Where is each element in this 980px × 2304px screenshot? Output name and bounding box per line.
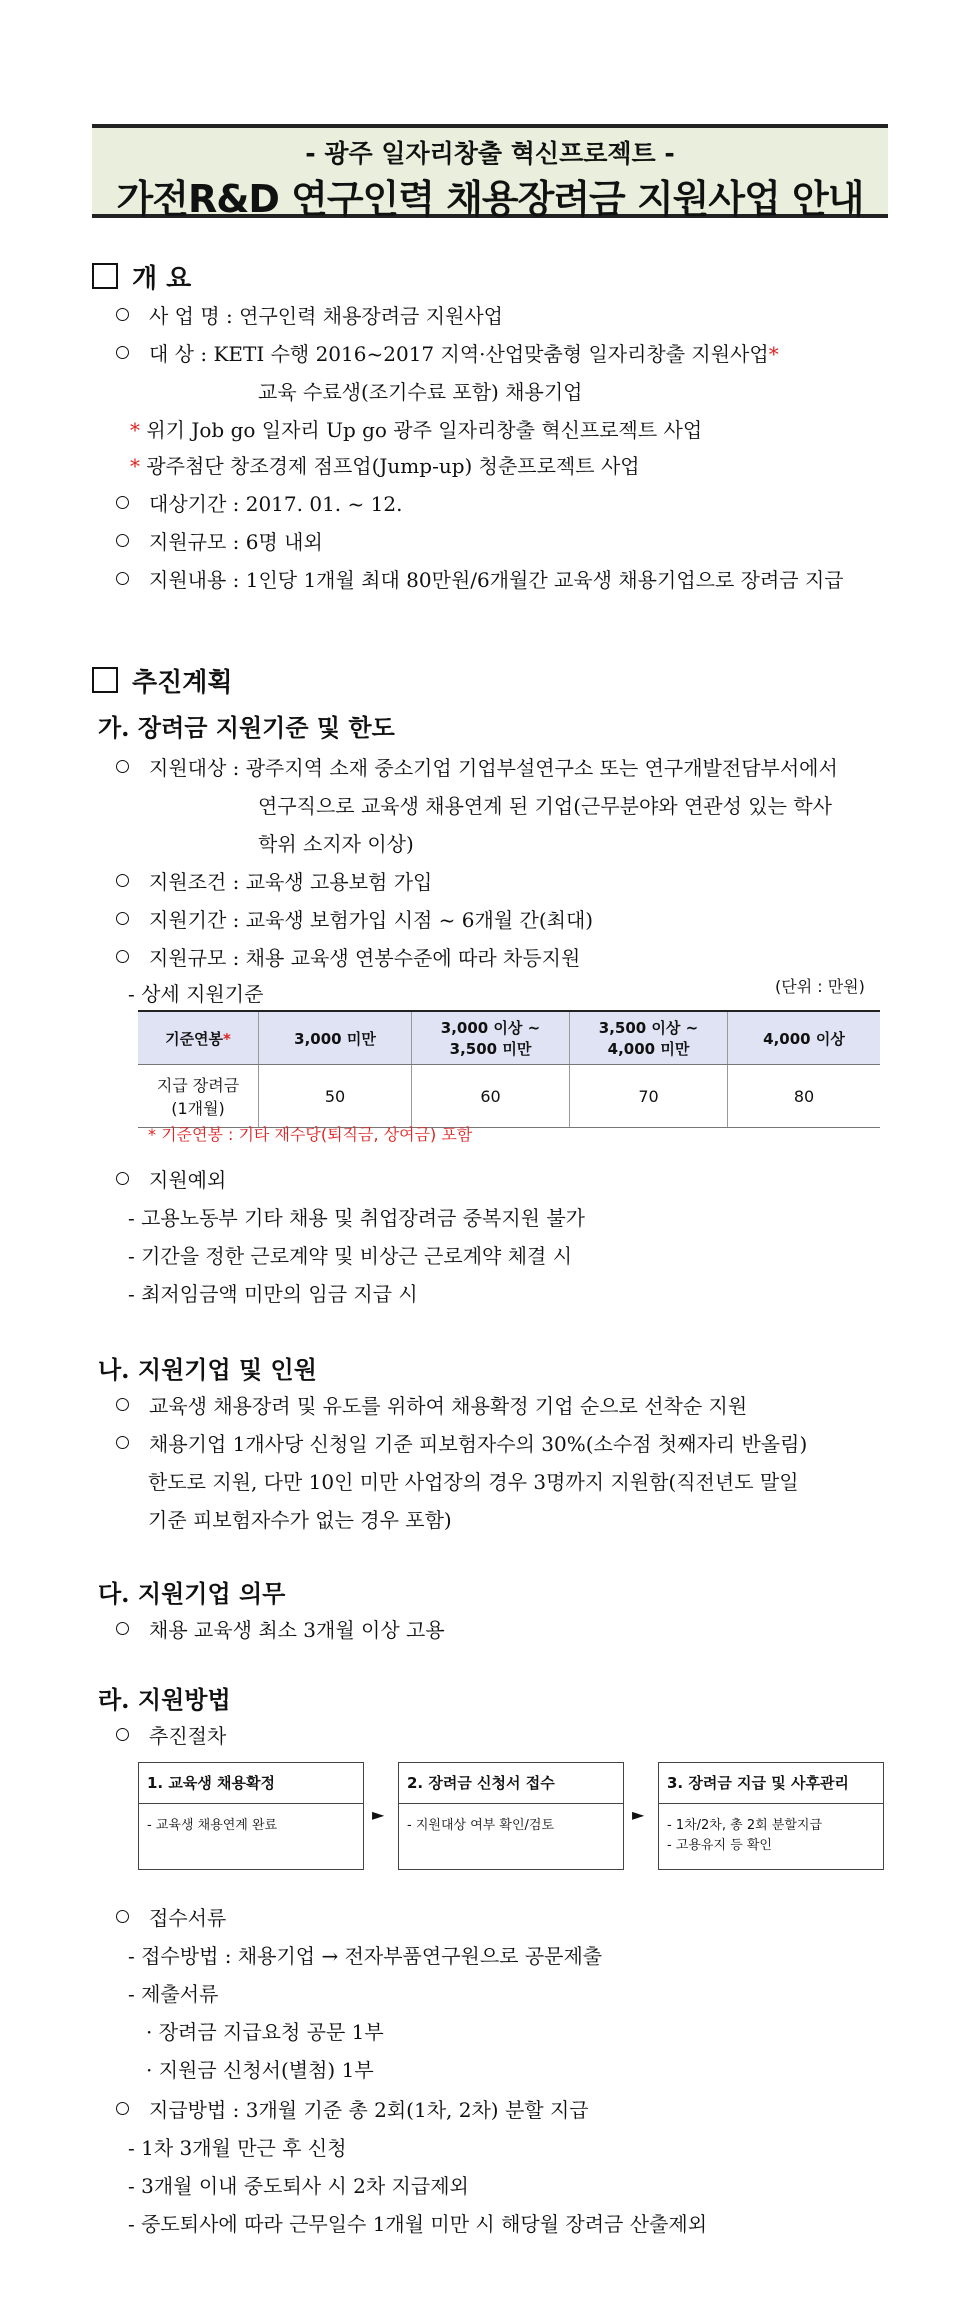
circle-bullet-icon <box>116 1398 129 1411</box>
circle-bullet-icon <box>116 496 129 509</box>
table-header-cell: 3,000 이상 ~ 3,500 미만 <box>412 1011 570 1065</box>
table-header-cell: 기준연봉* <box>138 1011 259 1065</box>
overview-target-cont: 교육 수료생(조기수료 포함) 채용기업 <box>258 380 583 404</box>
subsection-na-heading: 나. 지원기업 및 인원 <box>98 1355 317 1384</box>
checkbox-square-icon <box>92 667 118 693</box>
na-line: 채용기업 1개사당 신청일 기준 피보험자수의 30%(소수점 첫째자리 반올림) <box>116 1430 807 1458</box>
ga-target: 지원대상 : 광주지역 소재 중소기업 기업부설연구소 또는 연구개발전담부서에서 <box>116 754 838 782</box>
checkbox-square-icon <box>92 263 118 289</box>
da-line: 채용 교육생 최소 3개월 이상 고용 <box>116 1616 445 1644</box>
ra-docs-item: - 접수방법 : 채용기업 → 전자부품연구원으로 공문제출 <box>128 1944 603 1968</box>
table-cell: 50 <box>259 1065 412 1128</box>
ra-pay-item: - 3개월 이내 중도퇴사 시 2차 지급제외 <box>128 2174 469 2198</box>
ga-exception-item: - 최저임금액 미만의 임금 지급 시 <box>128 1282 418 1306</box>
ra-procedure: 추진절차 <box>116 1722 226 1750</box>
table-header-cell: 3,500 이상 ~ 4,000 미만 <box>570 1011 728 1065</box>
ra-pay: 지급방법 : 3개월 기준 총 2회(1차, 2차) 분할 지급 <box>116 2096 589 2124</box>
procedure-step-2 <box>398 1762 624 1870</box>
subsection-da-heading: 다. 지원기업 의무 <box>98 1579 286 1608</box>
ga-period: 지원기간 : 교육생 보험가입 시점 ~ 6개월 간(최대) <box>116 906 593 934</box>
subsection-ra-heading: 라. 지원방법 <box>98 1685 231 1714</box>
ga-target-cont-2: 학위 소지자 이상) <box>258 832 414 856</box>
step-title: 2. 장려금 신청서 접수 <box>399 1763 623 1804</box>
step-desc: - 1차/2차, 총 2회 분할지급 - 고용유지 등 확인 <box>667 1818 823 1853</box>
table-cell: 80 <box>728 1065 881 1128</box>
title-subtitle: - 광주 일자리창출 혁신프로젝트 - <box>305 139 675 168</box>
ra-docs-item: · 지원금 신청서(별첨) 1부 <box>146 2058 374 2082</box>
section-plan-heading: 추진계획 <box>92 662 232 699</box>
overview-footnote-1: * 위기 Job go 일자리 Up go 광주 일자리창출 혁신프로젝트 사업 <box>130 418 703 442</box>
ga-exception-item: - 기간을 정한 근로계약 및 비상근 근로계약 체결 시 <box>128 1244 573 1268</box>
table-cell: 지급 장려금 (1개월) <box>138 1065 259 1128</box>
ra-docs-item: · 장려금 지급요청 공문 1부 <box>146 2020 384 2044</box>
arrow-right-icon: ► <box>372 1805 385 1824</box>
circle-bullet-icon <box>116 1622 129 1635</box>
circle-bullet-icon <box>116 760 129 773</box>
circle-bullet-icon <box>116 1436 129 1449</box>
overview-content: 지원내용 : 1인당 1개월 최대 80만원/6개월간 교육생 채용기업으로 장려금 지급 <box>116 566 844 594</box>
ga-exceptions: 지원예외 <box>116 1166 226 1194</box>
page-title: 가전R&D 연구인력 채용장려금 지원사업 안내 <box>116 177 864 221</box>
table-header-row <box>138 1011 880 1065</box>
table-unit-label: (단위 : 만원) <box>775 977 865 996</box>
circle-bullet-icon <box>116 912 129 925</box>
table-header-cell: 3,000 미만 <box>259 1011 412 1065</box>
ga-target-cont-1: 연구직으로 교육생 채용연계 된 기업(근무분야와 연관성 있는 학사 <box>258 794 832 818</box>
ra-docs: 접수서류 <box>116 1904 226 1932</box>
table-footnote: * 기준연봉 : 기타 재수당(퇴직금, 상여금) 포함 <box>148 1125 473 1144</box>
arrow-right-icon: ► <box>632 1805 645 1824</box>
circle-bullet-icon <box>116 950 129 963</box>
circle-bullet-icon <box>116 572 129 585</box>
support-criteria-table <box>138 1010 880 1128</box>
na-line-cont: 기준 피보험자수가 없는 경우 포함) <box>148 1508 452 1532</box>
circle-bullet-icon <box>116 1728 129 1741</box>
na-line: 교육생 채용장려 및 유도를 위하여 채용확정 기업 순으로 선착순 지원 <box>116 1392 747 1420</box>
ra-pay-item: - 중도퇴사에 따라 근무일수 1개월 미만 시 해당월 장려금 산출제외 <box>128 2212 708 2236</box>
table-row <box>138 1065 880 1128</box>
ga-condition: 지원조건 : 교육생 고용보험 가입 <box>116 868 432 896</box>
ga-exception-item: - 고용노동부 기타 채용 및 취업장려금 중복지원 불가 <box>128 1206 585 1230</box>
circle-bullet-icon <box>116 346 129 359</box>
overview-footnote-2: * 광주첨단 창조경제 점프업(Jump-up) 청춘프로젝트 사업 <box>130 454 640 478</box>
ga-scale: 지원규모 : 채용 교육생 연봉수준에 따라 차등지원 <box>116 944 580 972</box>
circle-bullet-icon <box>116 1910 129 1923</box>
circle-bullet-icon <box>116 2102 129 2115</box>
subsection-ga-heading: 가. 장려금 지원기준 및 한도 <box>98 713 395 742</box>
table-header-cell: 4,000 이상 <box>728 1011 881 1065</box>
ga-detail: - 상세 지원기준 <box>128 982 264 1006</box>
step-desc: - 교육생 채용연계 완료 <box>147 1818 278 1833</box>
circle-bullet-icon <box>116 874 129 887</box>
ra-pay-item: - 1차 3개월 만근 후 신청 <box>128 2136 347 2160</box>
ra-docs-item: - 제출서류 <box>128 1982 219 2006</box>
table-cell: 60 <box>412 1065 570 1128</box>
section-overview-heading: 개 요 <box>92 258 191 295</box>
overview-target: 대 상 : KETI 수행 2016~2017 지역·산업맞춤형 일자리창출 지원사업* <box>116 340 779 368</box>
title-banner <box>92 124 888 221</box>
procedure-step-3 <box>658 1762 884 1870</box>
circle-bullet-icon <box>116 1172 129 1185</box>
step-title: 3. 장려금 지급 및 사후관리 <box>659 1763 883 1804</box>
overview-scale: 지원규모 : 6명 내외 <box>116 528 323 556</box>
na-line-cont: 한도로 지원, 다만 10인 미만 사업장의 경우 3명까지 지원함(직전년도 말일 <box>148 1470 799 1494</box>
overview-period: 대상기간 : 2017. 01. ~ 12. <box>116 490 402 518</box>
table-cell: 70 <box>570 1065 728 1128</box>
step-desc: - 지원대상 여부 확인/검토 <box>407 1818 555 1833</box>
circle-bullet-icon <box>116 308 129 321</box>
procedure-step-1 <box>138 1762 364 1870</box>
step-title: 1. 교육생 채용확정 <box>139 1763 363 1804</box>
circle-bullet-icon <box>116 534 129 547</box>
overview-project-name: 사 업 명 : 연구인력 채용장려금 지원사업 <box>116 302 503 330</box>
